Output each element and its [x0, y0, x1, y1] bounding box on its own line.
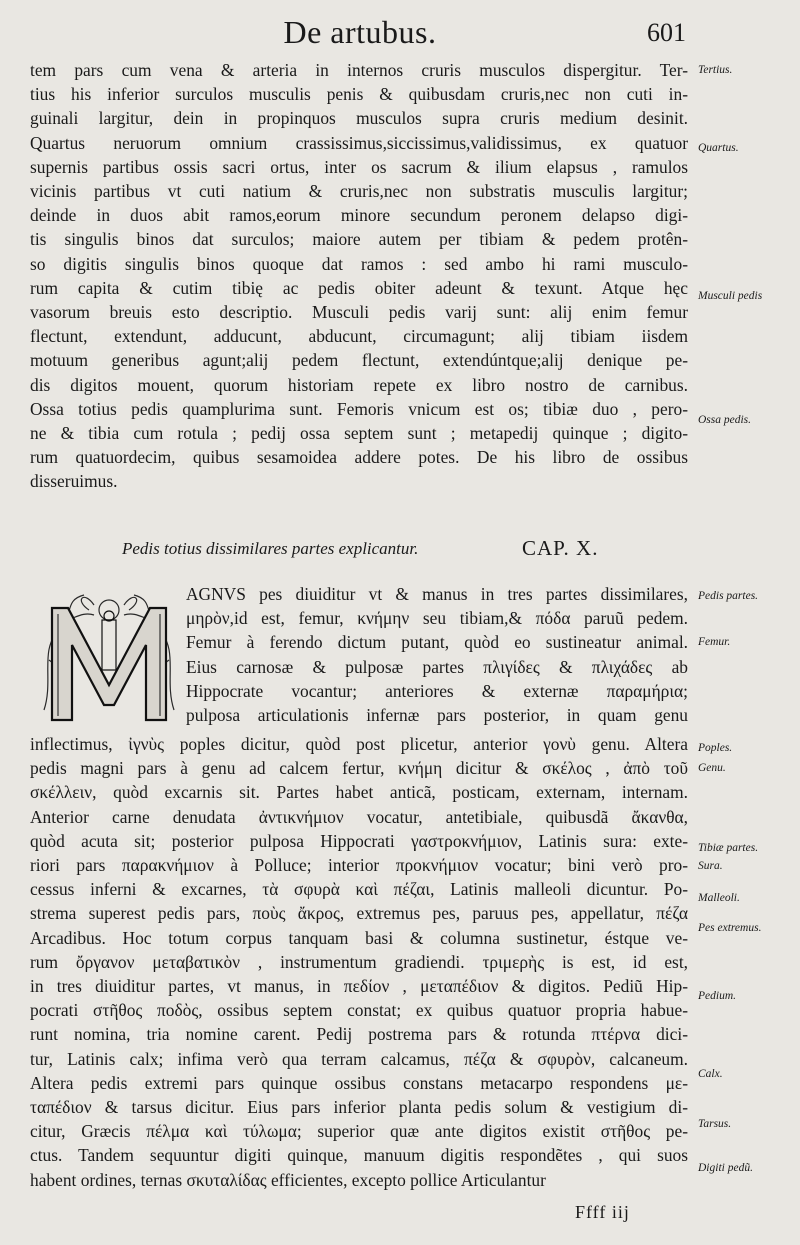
text-line: citur, Græcis πέλμα καὶ τύλωμα; superior quæ ante digitos existit στῆθος pe- — [30, 1121, 688, 1142]
text-line: Ossa totius pedis quamplurima sunt. Femoris vnicum est os; tibiæ duo , pero- — [30, 398, 688, 419]
text-line: Hippocrate vocantur; anteriores & externæ παραμήρια; — [186, 680, 688, 701]
text-line: strema superest pedis pars, ποὺς ἄκρος, extremus pes, paruus pes, appellatur, πέζα — [30, 903, 688, 924]
text-line: Altera pedis extremi pars quinque ossibus constans metacarpo respondens με- — [30, 1072, 688, 1093]
text-block-1 — [30, 58, 688, 494]
text-line: tis singulis binos dat surculos; maiore autem per tibiam & pedem protên- — [30, 229, 688, 250]
text-line: Anterior carne denudata ἀντικνήμιον vocatur, antetibiale, quibusdã ἄκανθα, — [30, 806, 688, 827]
text-line: inflectimus, ἰγνὺς poples dicitur, quòd post plicetur, anterior γονὺ genu. Altera — [30, 734, 688, 754]
margin-note: Pedium. — [698, 990, 737, 1002]
margin-note: Pedis partes. — [698, 590, 759, 602]
text-line: pedis magni pars à genu ad calcem fertur, κνήμη dicitur & σκέλος , ἀπὸ τοῦ — [30, 758, 688, 779]
chapter-number: CAP. X. — [522, 536, 599, 560]
text-line: vicinis partibus vt cuti natium & cruris,nec non substratis musculis largitur; — [30, 181, 688, 202]
text-line: μηρὸν,id est, femur, κνήμην seu tibiam,& πόδα paruũ pedem. — [186, 608, 688, 629]
text-line: ctus. Tandem sequuntur digiti quinque, manuum digitis respondẽtes , qui suos — [30, 1145, 688, 1166]
decorated-initial-graphic — [34, 580, 184, 730]
margin-note: Quartus. — [698, 142, 739, 154]
page-number: 601 — [647, 18, 686, 47]
decorated-initial-m — [34, 580, 184, 730]
text-line: AGNVS pes diuiditur vt & manus in tres partes dissimilares, — [186, 584, 688, 604]
text-line: dis digitos mouent, quorum historiam repete ex libro nostro de carnibus. — [30, 374, 688, 395]
text-line: rum ὄργανον μεταβατικὸν , instrumentum gradiendi. τριμερὴς is est, id est, — [30, 951, 688, 972]
margin-note: Musculi pedis — [698, 290, 763, 302]
text-line: tem pars cum vena & arteria in internos cruris musculos dispergitur. Ter- — [30, 60, 688, 80]
signature-mark: Ffff iij — [575, 1202, 630, 1222]
text-line: disseruimus. — [30, 471, 118, 492]
text-line: ne & tibia cum rotula ; pedij ossa septem sunt ; metapedij quinque ; digito- — [30, 423, 688, 444]
text-line: runt nomina, tria nomine carent. Pedij postrema pars & rotunda πτέρνα dici- — [30, 1024, 688, 1045]
text-line: vasorum breuis esto descriptio. Musculi pedis varij sunt: alij enim femur — [30, 302, 688, 323]
margin-note: Femur. — [698, 636, 731, 648]
margin-note: Genu. — [698, 762, 726, 774]
text-line: rum quatuordecim, quibus sesamoidea addere potes. De his libro de ossibus — [30, 447, 688, 468]
text-block-2 — [186, 582, 688, 727]
text-line: tur, Latinis calx; infima verò qua terram calcamus, πέζα & σφυρὸν, calcaneum. — [30, 1048, 688, 1069]
text-line: so digitis singulis binos quoque dat ramos : sed ambo hi rami musculo- — [30, 253, 688, 274]
text-line: riori pars παρακνήμιον à Polluce; interior προκνήμιον vocatur; bini verò pro- — [30, 855, 688, 876]
text-line: habent ordines, ternas σκυταλίδας efficientes, excepto pollice Articulantur — [30, 1169, 546, 1190]
running-header — [30, 14, 690, 56]
text-line: cessus inferni & excarnes, τὰ σφυρὰ καὶ πέζαι, Latinis malleoli dicuntur. Po- — [30, 879, 688, 900]
margin-note: Digiti pedũ. — [698, 1162, 753, 1174]
text-line: σκέλλειν, quòd excarnis sit. Partes habet anticã, posticam, externam, internam. — [30, 782, 688, 803]
margin-note: Pes extremus. — [698, 922, 762, 934]
text-line: ταπέδιον & tarsus dicitur. Eius pars inferior planta pedis solum & vestigium di- — [30, 1097, 688, 1118]
text-line: pulposa articulationis infernæ pars posterior, in quam genu — [186, 705, 688, 726]
text-line: motuum generibus agunt;alij pedem flectunt, extendúntque;alij denique pe- — [30, 350, 688, 371]
margin-note: Tarsus. — [698, 1118, 732, 1130]
text-line: Femur à ferendo dictum putant, quòd eo sustineatur animal. — [186, 632, 688, 653]
chapter-subtitle: Pedis totius dissimilares partes explicantur. — [122, 539, 419, 558]
margin-note: Poples. — [698, 742, 733, 754]
text-block-3 — [30, 732, 688, 1192]
text-line: Eius carnosæ & pulposæ partes πλιγίδες & πλιχάδες ab — [186, 656, 688, 677]
margin-note: Malleoli. — [698, 892, 740, 904]
text-line: quòd acuta sit; posterior pulposa Hippocrati γαστροκνήμιον, Latinis sura: exte- — [30, 830, 688, 851]
margin-note: Ossa pedis. — [698, 414, 752, 426]
text-line: flectunt, extendunt, adducunt, abducunt, circumagunt; alij tibiam iisdem — [30, 326, 688, 347]
text-line: supernis partibus ossis sacri ortus, inter os sacrum & ilium elapsus , ramulos — [30, 156, 688, 177]
text-line: Arcadibus. Hoc totum corpus tanquam basi & columna sustinetur, éstque ve- — [30, 927, 688, 948]
margin-note: Calx. — [698, 1068, 723, 1080]
margin-note: Sura. — [698, 860, 723, 872]
text-line: deinde in duos abit ramos,eorum minore secundum peronem delapso digi- — [30, 205, 688, 226]
chapter-heading — [122, 536, 642, 564]
text-line: guinali largitur, dein in propinquos musculos supra cruris medium desinit. — [30, 108, 688, 129]
text-line: tius his inferior surculos musculis penis & quibusdam cruris,nec non cuti in- — [30, 84, 688, 105]
text-line: in tres diuiditur partes, vt manus, in πεδίον , μεταπέδιον & digitos. Pediũ Hip- — [30, 976, 688, 997]
text-line: rum capita & cutim tibię ac pedis obiter adeunt & texunt. Atque hęc — [30, 277, 688, 298]
margin-note: Tertius. — [698, 64, 733, 76]
running-title: De artubus. — [283, 14, 437, 50]
margin-note: Tibiæ partes. — [698, 842, 759, 854]
text-line: Quartus neruorum omnium crassissimus,siccissimus,validissimus, ex quatuor — [30, 132, 688, 153]
text-line: pocrati στῆθος ποδὸς, ossibus septem constat; ex quibus quatuor propria habue- — [30, 1000, 688, 1021]
